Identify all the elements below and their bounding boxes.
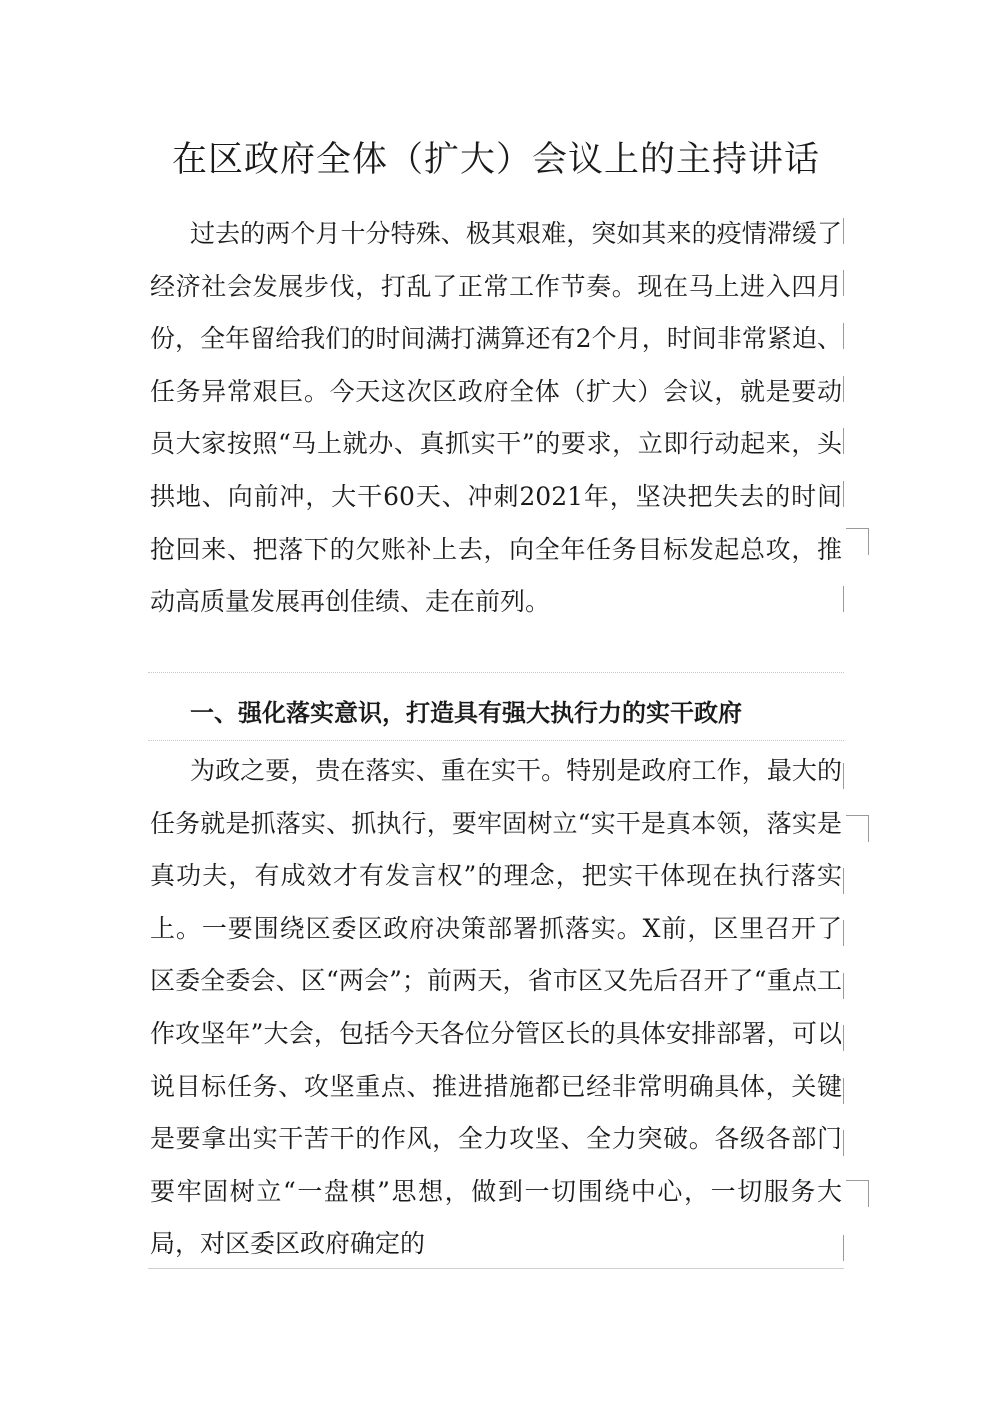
line-end-marker bbox=[843, 586, 844, 612]
page-bottom-rule bbox=[148, 1268, 844, 1269]
line-end-marker bbox=[843, 920, 844, 946]
line-end-marker bbox=[843, 868, 844, 894]
line-end-marker bbox=[843, 1235, 844, 1261]
heading-divider bbox=[148, 740, 844, 741]
body-paragraph-2: 为政之要，贵在落实、重在实干。特别是政府工作，最大的任务就是抓落实、抓执行，要牢固树立“实干是真本领，落实是真功夫，有成效才有发言权”的理念，把实干体现在执行落实上。一要围绕区委区政府决策部署抓落实。X前，区里召开了区委全委会、区“两会”；前两天，省市区又先后召开了“重点工作攻坚年”大会，包括今天各位分管区长的具体安排部署，可以说目标任务、攻坚重点、推进措施都已经非常明确具体，关键是要拿出实干苦干的作风，全力攻坚、全力突破。各级各部门要牢固树立“一盘棋”思想，做到一切围绕中心，一切服务大局，对区委区政府确定的 bbox=[150, 756, 842, 1259]
line-end-marker bbox=[843, 973, 844, 999]
line-end-marker bbox=[843, 1078, 844, 1104]
line-overflow-marker bbox=[846, 815, 869, 842]
line-end-marker bbox=[843, 323, 844, 349]
line-end-marker bbox=[843, 1130, 844, 1156]
line-end-marker bbox=[843, 270, 844, 296]
document-title: 在区政府全体（扩大）会议上的主持讲话 bbox=[171, 140, 820, 180]
line-end-marker bbox=[843, 218, 844, 244]
line-end-marker bbox=[843, 481, 844, 507]
line-overflow-marker bbox=[846, 1180, 869, 1207]
line-end-marker bbox=[843, 763, 844, 789]
line-end-marker bbox=[843, 428, 844, 454]
line-end-marker bbox=[843, 376, 844, 402]
paragraph-divider bbox=[148, 672, 844, 673]
section-heading: 一、强化落实意识，打造具有强大执行力的实干政府 bbox=[190, 699, 742, 727]
body-paragraph-1: 过去的两个月十分特殊、极其艰难，突如其来的疫情滞缓了经济社会发展步伐，打乱了正常工作节奏。现在马上进入四月份，全年留给我们的时间满打满算还有2个月，时间非常紧迫、任务异常艰巨。今天这次区政府全体（扩大）会议，就是要动员大家按照“马上就办、真抓实干”的要求，立即行动起来，头拱地、向前冲，大干60天、冲刺2021年，坚决把失去的时间抢回来、把落下的欠账补上去，向全年任务目标发起总攻，推动高质量发展再创佳绩、走在前列。 bbox=[150, 219, 842, 617]
line-end-marker bbox=[843, 1025, 844, 1051]
line-overflow-marker bbox=[846, 528, 869, 555]
